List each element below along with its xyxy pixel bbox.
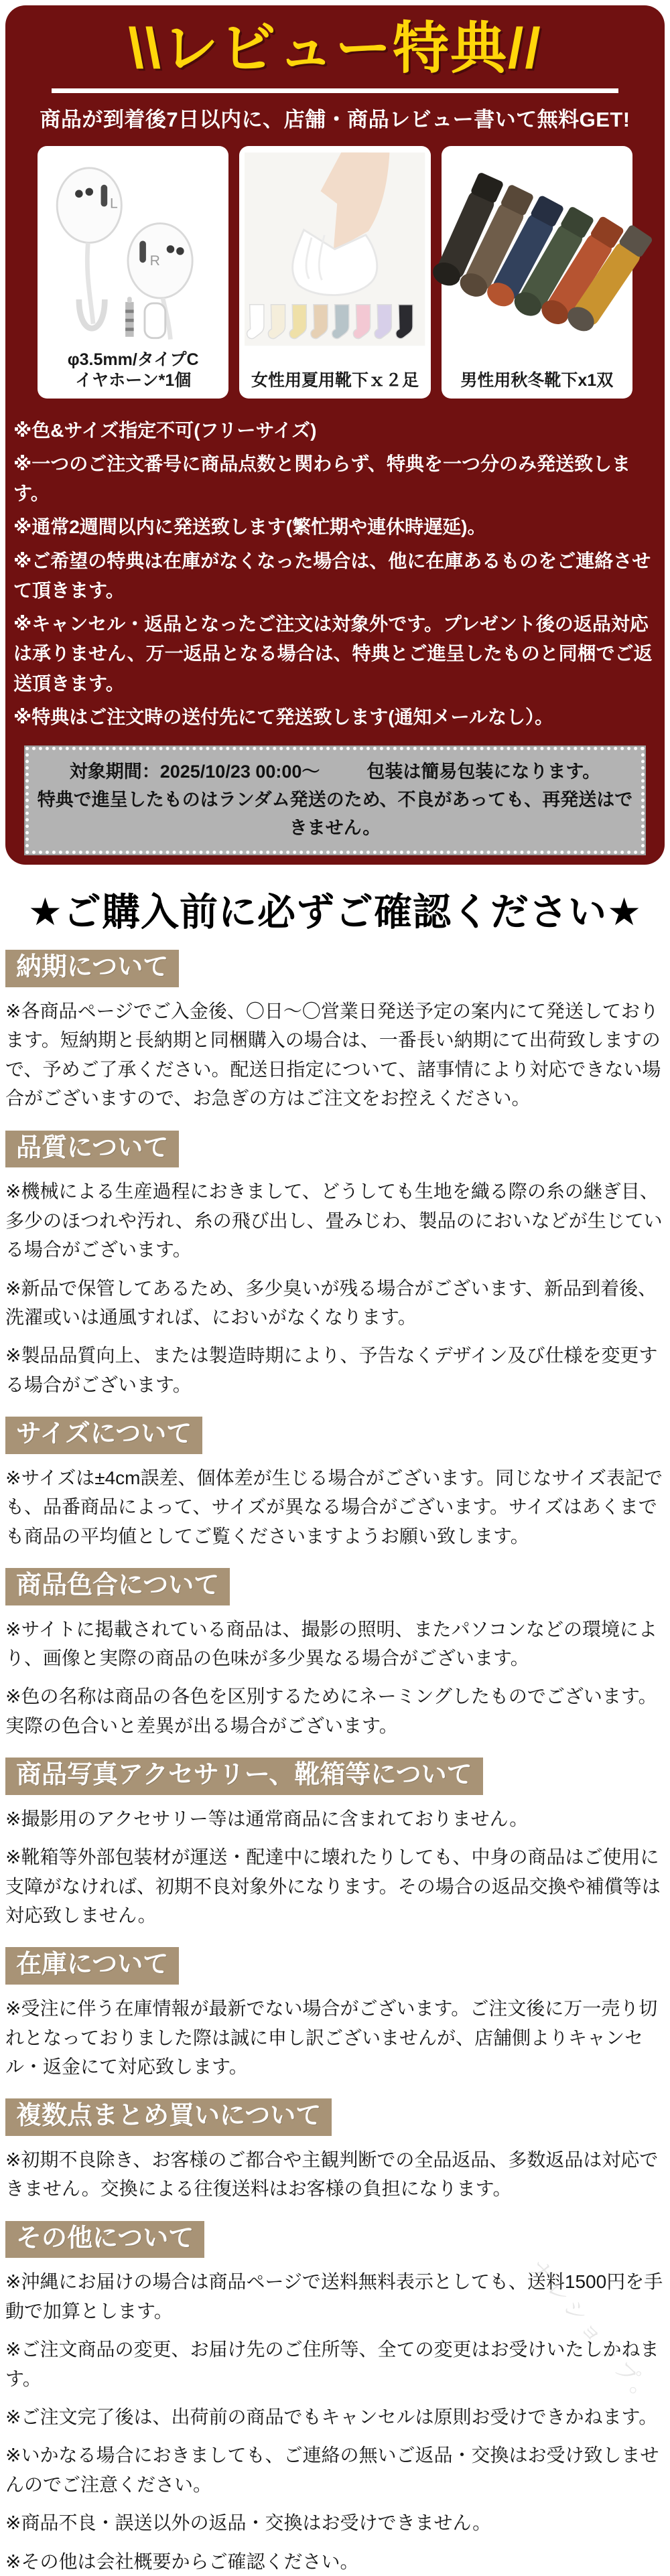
section-other [5,2221,665,2576]
bonus-product-cards [5,146,665,399]
earphones-photo [43,151,223,347]
shop-watermark: ナレショップ。 [523,2254,662,2412]
section-paragraph: ※製品品質向上、または製造時期により、予告なくデザイン及び仕様を変更する場合がございます。 [5,1345,658,1395]
section-paragraph: ※サイトに掲載されている商品は、撮影の照明、またパソコンなどの環境により、画像と実際の商品の色味が多少異なる場合がございます。 [5,1618,657,1669]
section-paragraph: ※新品で保管してあるため、多少臭いが残る場合がございます、新品到着後、洗濯或いは通風すれば、においがなくなります。 [5,1277,657,1328]
campaign-period: 対象期間：2025/10/23 00:00～ [69,762,320,782]
packaging-note: 包装は簡易包装になります。 [366,762,601,782]
caption-line: φ3.5mm/タイプC [67,350,199,370]
section-title-bar: 納期について [5,950,179,987]
section-title-bar: その他について [5,2221,204,2259]
svg-text:R: R [149,253,160,269]
section-paragraph: ※各商品ページでご入金後、〇日～〇営業日発送予定の案内にて発送しております。短納期と長納期と同梱購入の場合は、一番長い納期にて出荷致しますので、予めご了承ください。配送日指定について、諸事情により対応できない場合がございますので、お急ぎの方はご注文をお控えください。 [5,1001,661,1109]
section-paragraph: ※機械による生産過程におきまして、どうしても生地を織る際の糸の継ぎ目、多少のほつれや汚れ、糸の飛び出し、畳みじわ、製品のにおいなどが生じている場合がございます。 [5,1181,663,1261]
bonus-note: ※特典はご注文時の送付先にて発送致します(通知メールなし）。 [13,706,553,727]
section-paragraph: ※靴箱等外部包装材が運送・配達中に壊れたりしても、中身の商品はご使用に支障がなければ、初期不良対象外になります。その場合の返品交換や補償等は対応致しません。 [5,1847,661,1926]
section-paragraph: ※受注に伴う在庫情報が最新でない場合がございます。ご注文後に万一売り切れとなっておりました際は誠に申し訳ございませんが、店舗側よりキャンセル・返金にて対応致します。 [5,1998,658,2077]
confirm-heading: ★ご購入前に必ずご確認ください★ [27,890,643,934]
section-paragraph: ※その他は会社概要からご確認ください。 [5,2551,359,2572]
section-paragraph: ※商品不良・誤送以外の返品・交換はお受けできません。 [5,2512,492,2534]
bonus-note: ※色&サイズ指定不可(フリーサイズ) [13,419,317,441]
section-quality [5,1131,665,1399]
section-title-bar: 在庫について [5,1947,179,1985]
banner-subtitle: 商品が到着後7日以内に、店舗・商品レビュー書いて無料GET! [40,108,630,132]
bonus-note: ※ご希望の特典は在庫がなくなった場合は、他に在庫あるものをご連絡させて頂きます。 [13,550,651,601]
section-title-bar: 品質について [5,1131,179,1168]
section-title-bar: 商品色合について [5,1568,230,1605]
campaign-info-box [25,747,645,854]
svg-text:L: L [110,196,118,212]
product-card-earphones [38,146,228,399]
campaign-period-row [34,758,636,786]
section-title-bar: サイズについて [5,1417,202,1454]
caption-line: 女性用夏用靴下ｘ２足 [251,371,419,390]
women-socks-photo [245,151,425,347]
section-paragraph: ※色の名称は商品の各色を区別するためにネーミングしたものでございます。実際の色合いと差異が出る場合がございます。 [5,1686,657,1736]
section-photo-accessories [5,1758,665,1930]
caption-line: 男性用秋冬靴下x1双 [460,371,614,390]
bonus-note: ※通常2週間以内に発送致します(繁忙期や連休時遅延)。 [13,516,486,538]
section-color [5,1568,665,1740]
bonus-note: ※一つのご注文番号に商品点数と関わらず、特典を一つ分のみ発送致します。 [13,453,630,504]
section-paragraph: ※サイズは±4cm誤差、個体差が生じる場合がございます。同じなサイズ表記でも、品番商品によって、サイズが異なる場合がございます。サイズはあくまでも商品の平均値としてご覧くださいますようお願い致します。 [5,1467,663,1547]
section-title-bar: 商品写真アクセサリー、靴箱等について [5,1758,483,1795]
product-card-women-socks [239,146,430,399]
section-bulk-purchase [5,2098,665,2203]
product-caption [43,350,223,392]
product-caption [447,370,627,391]
section-title-bar: 複数点まとめ買いについて [5,2098,332,2136]
random-shipping-note: 特典で進呈したものはランダム発送のため、不良があっても、再発送はできません。 [37,789,633,838]
section-paragraph: ※撮影用のアクセサリー等は通常商品に含まれておりません。 [5,1808,529,1829]
men-socks-photo [447,151,627,347]
section-size [5,1417,665,1551]
banner-title: \\レビュー特典// [128,17,542,80]
section-delivery [5,950,665,1113]
divider-line [52,88,618,93]
product-caption [245,370,425,391]
review-bonus-banner [5,5,665,865]
product-notice-page [0,5,670,2572]
section-paragraph: ※ご注文商品の変更、お届け先のご住所等、全ての変更はお受けいたしかねます。 [5,2339,659,2389]
bonus-notes [5,399,665,732]
bonus-note: ※キャンセル・返品となったご注文は対象外です。プレゼント後の返品対応は承りません、万一返品となる場合は、特典とご進呈したものと同梱でご返送頂きます。 [13,614,653,694]
section-stock [5,1947,665,2081]
section-paragraph: ※ご注文完了後は、出荷前の商品でもキャンセルは原則お受けできかねます。 [5,2407,658,2428]
section-paragraph: ※いかなる場合におきましても、ご連絡の無いご返品・交換はお受け致しませんのでご注意ください。 [5,2445,659,2495]
section-paragraph: ※初期不良除き、お客様のご都合や主観判断での全品返品、多数返品は対応できません。交換による往復送料はお客様の負担になります。 [5,2149,659,2200]
product-card-men-socks [442,146,632,399]
section-paragraph: ※沖縄にお届けの場合は商品ページで送料無料表示としても、送料1500円を手動で加算とします。 [5,2271,663,2321]
caption-line: イヤホーン*1個 [75,371,192,390]
